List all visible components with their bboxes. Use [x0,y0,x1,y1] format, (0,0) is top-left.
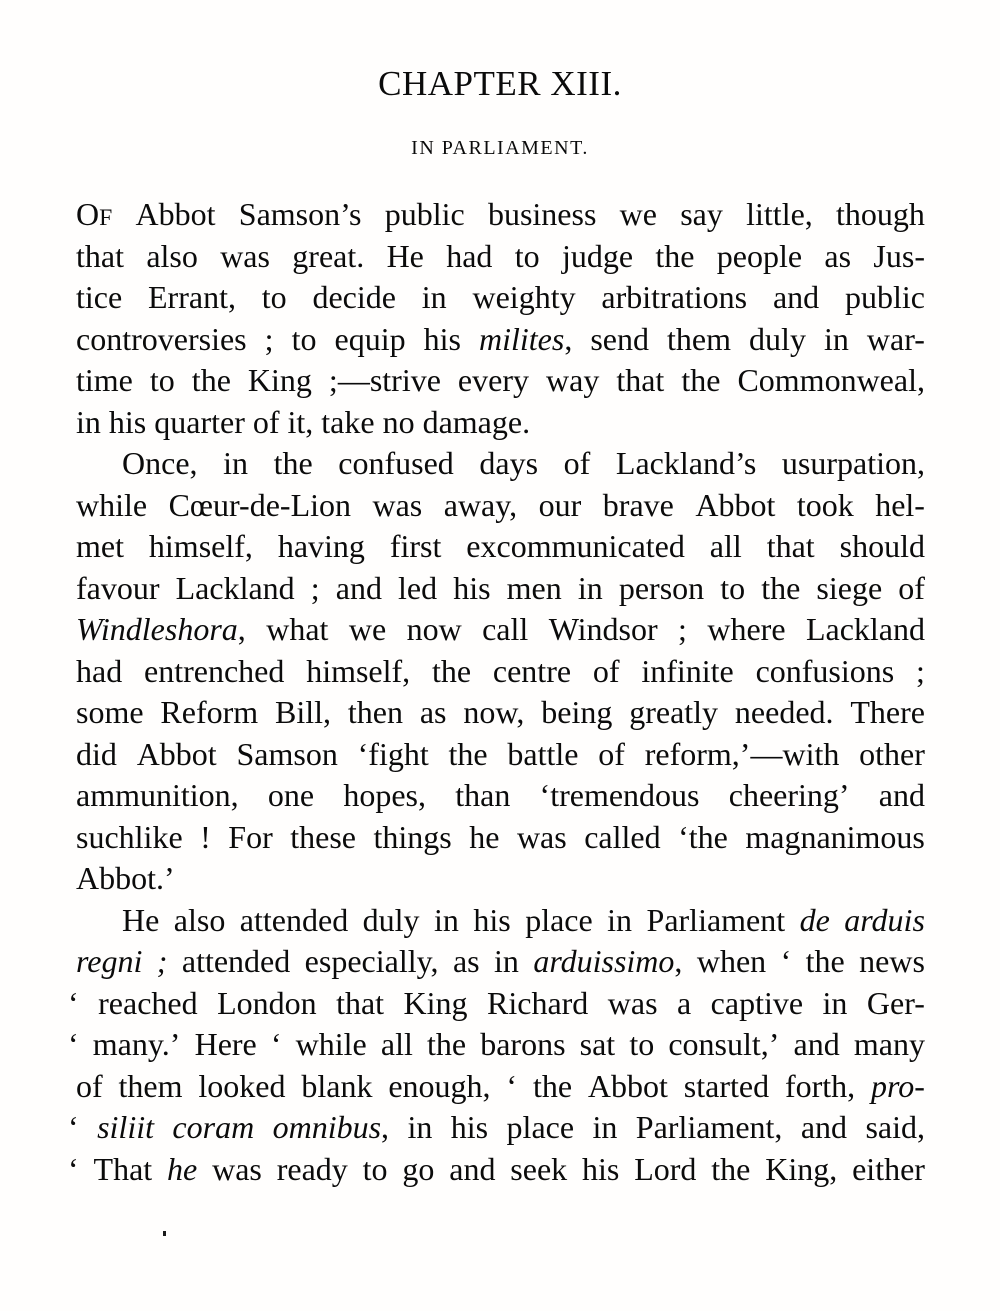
paragraph-1-line-1: OF Abbot Samson’s public business we say little, though [76,196,925,232]
print-artifact-dot [163,1231,166,1236]
paragraph-2-line-3: met himself, having first excommunicated all that should [76,528,925,564]
paragraph-2-line-7: some Reform Bill, then as now, being greatly needed. There [76,694,925,730]
paragraph-1-line-3: tice Errant, to decide in weighty arbitrations and public [76,279,925,315]
paragraph-2-line-6: had entrenched himself, the centre of infinite confusions ; [76,652,925,689]
paragraph-3-line-2: regni ; attended especially, as in arduissimo, when ‘ the news [76,943,925,979]
paragraph-2-line-4: favour Lackland ; and led his men in person to the siege of [76,569,925,606]
paragraph-2-line-10: suchlike ! For these things he was called ‘the magnanimous [76,818,925,855]
paragraph-1-line-4: controversies ; to equip his milites, send them duly in war- [76,320,925,357]
paragraph-1-line-2: that also was great. He had to judge the people as Jus- [76,237,925,274]
page-body-text [68,194,925,1190]
paragraph-2-line-5: Windleshora, what we now call Windsor ; where Lackland [76,611,925,647]
paragraph-2-line-2: while Cœur-de-Lion was away, our brave Abbot took hel- [76,486,925,523]
paragraph-2-line-11: Abbot.’ [76,860,175,896]
paragraph-3-line-7: ‘ That he was ready to go and seek his Lord the King, either [68,1150,925,1187]
paragraph-3-line-1: He also attended duly in his place in Parliament de arduis [122,901,925,938]
paragraph-2-line-1: Once, in the confused days of Lackland’s usurpation, [122,445,925,481]
paragraph-2-line-9: ammunition, one hopes, than ‘tremendous cheering’ and [76,777,925,813]
paragraph-3-line-5: of them looked blank enough, ‘ the Abbot started forth, pro- [76,1067,925,1104]
section-heading: IN PARLIAMENT. [411,137,589,159]
chapter-heading: CHAPTER XIII. [378,64,622,103]
paragraph-3-line-3: ‘ reached London that King Richard was a captive in Ger- [68,984,925,1021]
paragraph-2-line-8: did Abbot Samson ‘fight the battle of reform,’—with other [76,735,925,772]
paragraph-3-line-6: ‘ siliit coram omnibus, in his place in Parliament, and said, [68,1109,925,1145]
paragraph-1-line-5: time to the King ;—strive every way that the Commonweal, [76,362,925,398]
paragraph-1-line-6: in his quarter of it, take no damage. [76,403,531,440]
paragraph-3-line-4: ‘ many.’ Here ‘ while all the barons sat to consult,’ and many [68,1026,925,1062]
